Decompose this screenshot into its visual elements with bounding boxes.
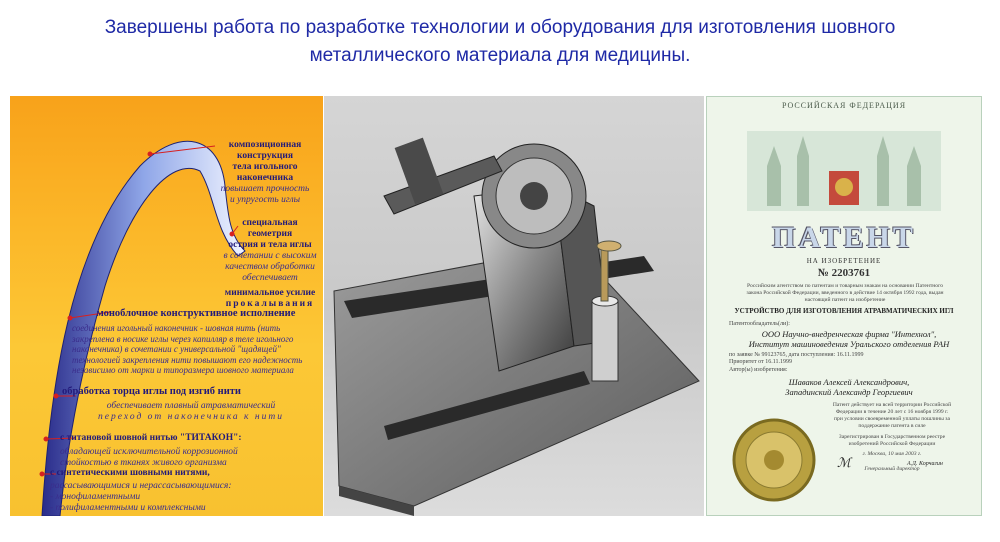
feature-1-heading-1: композиционная конструкция bbox=[228, 140, 302, 161]
feature-6-heading: с синтетическими шовными нитями, bbox=[50, 468, 210, 478]
slide-title-line-2: металлического материала для медицины. bbox=[309, 45, 691, 66]
patent-certificate bbox=[706, 96, 982, 516]
feature-5-heading: с титановой шовной нитью "ТИТАКОН": bbox=[60, 433, 242, 443]
feature-2-heading-1: специальная геометрия bbox=[242, 218, 298, 239]
machine-illustration bbox=[324, 96, 704, 516]
feature-5-desc-1: обладающей исключительной коррозионной bbox=[60, 447, 238, 457]
needle-feature-5 bbox=[60, 433, 260, 469]
author-1: Шаваков Алексей Александрович, bbox=[788, 377, 910, 387]
patent-intro-3: настоящий патент на изобретение bbox=[804, 297, 886, 303]
feature-2-extra-1: минимальное усилие bbox=[224, 288, 316, 298]
feature-4-heading: обработка торца иглы под изгиб нити bbox=[62, 386, 241, 397]
director-name: А.Д. Корчагин bbox=[907, 461, 943, 467]
feature-2-extra-2: прокалывания bbox=[225, 299, 315, 309]
feature-1-desc-2: и упругость иглы bbox=[229, 195, 301, 205]
feature-3-desc-2: закреплена в носике иглы через капилляр в теле игольного bbox=[72, 333, 294, 344]
patent-subtitle: НА ИЗОБРЕТЕНИЕ bbox=[806, 257, 882, 265]
holder-1: ООО Научно-внедренческая фирма "Интехнол", bbox=[761, 328, 937, 339]
feature-3-desc-5: независимо от марки и типоразмера шовного материала bbox=[72, 365, 294, 375]
needle-brochure-image bbox=[10, 96, 323, 516]
needle-feature-1 bbox=[210, 140, 320, 206]
feature-4-desc-2: переход от наконечника к нити bbox=[98, 412, 284, 422]
feature-2-desc-3: обеспечивает bbox=[242, 273, 298, 283]
needle-machine-photo bbox=[324, 96, 704, 516]
feature-3-desc-1: соединения игольный наконечник - шовная нить (нить bbox=[72, 323, 281, 333]
feature-6-desc-2: - монофиламентными bbox=[50, 492, 141, 502]
patent-invention-title: УСТРОЙСТВО ДЛЯ ИЗГОТОВЛЕНИЯ АТРАВМАТИЧЕСКИХ ИГЛ bbox=[734, 307, 954, 315]
feature-6-desc-1: рассасывающимися и нерассасывающимися: bbox=[50, 481, 232, 491]
author-2: Западинский Александр Георгиевич bbox=[785, 387, 913, 397]
patent-word: ПАТЕНТ bbox=[772, 221, 916, 254]
validity-3: при условии своевременной уплаты пошлины за bbox=[834, 416, 950, 422]
feature-3-heading: моноблочное конструктивное исполнение bbox=[96, 308, 296, 319]
needle-feature-3 bbox=[72, 308, 320, 376]
needle-feature-6 bbox=[50, 468, 280, 514]
priority-line: Приоритет от 16.11.1999 bbox=[729, 359, 792, 365]
feature-2-desc-1: в сочетании с высоким bbox=[223, 251, 317, 261]
feature-1-desc-1: повышает прочность bbox=[220, 184, 310, 194]
patent-date: г. Москва, 10 мая 2003 г. bbox=[862, 451, 922, 457]
holder-label: Патентообладатель(ли): bbox=[729, 321, 790, 327]
registry-1: Зарегистрирован в Государственном реестре bbox=[838, 434, 946, 440]
feature-1-heading-2: тела игольного наконечника bbox=[232, 162, 298, 183]
patent-country: РОССИЙСКАЯ ФЕДЕРАЦИЯ bbox=[781, 101, 907, 110]
application-line: по заявке № 99123765, дата поступления: 16.11.1999 bbox=[729, 351, 864, 358]
director-signature: ℳ bbox=[837, 455, 851, 470]
validity-1: Патент действует на всей территории Российской bbox=[832, 402, 952, 408]
patent-intro bbox=[725, 283, 965, 304]
feature-3-desc-3: наконечника) в сочетании с универсальной "щадящей" bbox=[72, 344, 281, 354]
slide-title bbox=[0, 14, 1000, 70]
patent-intro-2: закона Российской Федерации, введенного в действие 14 октября 1992 года, выдан bbox=[746, 290, 944, 296]
holder-2: Институт машиноведения Уральского отделения РАН bbox=[748, 338, 950, 349]
feature-4-desc-1: обеспечивает плавный атравматический bbox=[106, 401, 276, 411]
slide-title-line-1: Завершены работа по разработке технологии и оборудования для изготовления шовного bbox=[104, 17, 896, 38]
director-label: Генеральный директор bbox=[864, 466, 920, 472]
patent-details bbox=[729, 321, 969, 397]
registry-2: изобретений Российской Федерации bbox=[848, 441, 936, 447]
gold-seal-icon bbox=[729, 415, 819, 505]
patent-intro-1: Российским агентством по патентам и товарным знакам на основании Патентного bbox=[746, 283, 944, 289]
feature-2-desc-2: качеством обработки bbox=[225, 262, 315, 272]
needle-feature-2 bbox=[220, 218, 320, 310]
feature-6-desc-3: - полифиламентными и комплексными bbox=[50, 503, 206, 513]
validity-2: Федерации в течение 20 лет с 16 ноября 1999 г. bbox=[835, 409, 949, 415]
feature-2-heading-2: острия и тела иглы bbox=[228, 240, 312, 250]
validity-4: поддержание патента в силе bbox=[858, 423, 926, 429]
kremlin-emblem-icon bbox=[707, 111, 981, 223]
needle-feature-4 bbox=[62, 386, 320, 423]
patent-number: № 2203761 bbox=[817, 267, 871, 279]
authors-label: Автор(ы) изобретения: bbox=[729, 366, 788, 373]
feature-5-desc-2: стойкостью в тканях живого организма bbox=[60, 458, 227, 468]
feature-3-desc-4: технологией закрепления нити повышают его надежность bbox=[72, 354, 303, 365]
